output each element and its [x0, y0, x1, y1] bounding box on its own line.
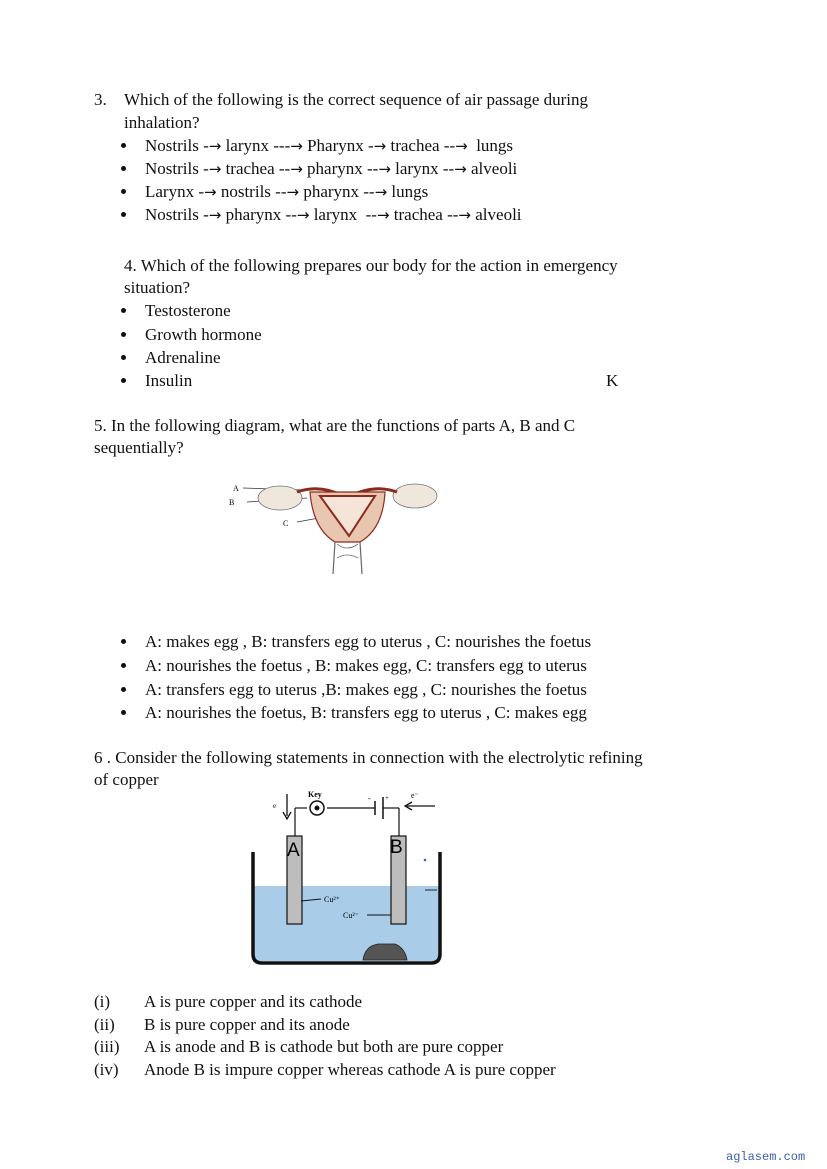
q6-question-line2: of copper — [94, 770, 159, 789]
bullet-icon — [121, 378, 126, 383]
q3-option-segment: larynx -- — [390, 159, 455, 178]
arrow-icon: → — [454, 160, 467, 178]
electrode-b-label: B — [390, 837, 403, 858]
q3-option-segment: Nostrils - — [145, 159, 209, 178]
svg-text:-: - — [368, 794, 371, 803]
q3-option-segment: pharynx -- — [221, 205, 297, 224]
q4-option: Growth hormone — [145, 325, 262, 344]
arrow-icon: → — [286, 183, 300, 201]
electrolysis-diagram — [245, 788, 450, 968]
q3-option — [145, 203, 522, 227]
bullet-icon — [121, 663, 126, 668]
q4-option: Insulin — [145, 371, 193, 390]
q3-option-segment: trachea -- — [221, 159, 291, 178]
bullet-icon — [121, 355, 126, 360]
q5-option: A: nourishes the foetus, B: transfers egg to uterus , C: makes egg — [145, 703, 587, 722]
statement-number: (iv) — [94, 1060, 119, 1079]
statement-number: (iii) — [94, 1037, 120, 1056]
q3-option — [145, 180, 428, 204]
bullet-icon — [121, 166, 126, 171]
q3-question-line2: inhalation? — [124, 113, 200, 132]
statement-text: Anode B is impure copper whereas cathode A is pure copper — [144, 1060, 556, 1079]
bullet-icon — [121, 212, 126, 217]
q3-question-line1: Which of the following is the correct sequence of air passage during — [124, 90, 589, 109]
q3-option — [145, 157, 517, 181]
q3-option-segment: Nostrils - — [145, 136, 209, 155]
q5-option: A: nourishes the foetus , B: makes egg, C: transfers egg to uterus — [145, 656, 587, 675]
q3-option-segment: trachea -- — [389, 205, 459, 224]
arrow-icon: → — [373, 137, 387, 155]
statement-text: A is anode and B is cathode but both are pure copper — [144, 1037, 504, 1056]
q3-option-segment: nostrils -- — [216, 182, 287, 201]
q3-option-segment: pharynx -- — [302, 159, 379, 178]
ion-label-1: Cu²⁺ — [324, 895, 340, 904]
q3-option-segment: lungs — [387, 182, 429, 201]
q3-option-segment: larynx -- — [309, 205, 377, 224]
bullet-icon — [121, 687, 126, 692]
key-label: Key — [308, 790, 322, 799]
q3-option-segment: Pharynx - — [302, 136, 374, 155]
uterus-diagram — [225, 474, 450, 584]
bullet-icon — [121, 308, 126, 313]
q4-option: Testosterone — [145, 301, 231, 320]
q4-question-line1: 4. Which of the following prepares our body for the action in emergency — [124, 256, 618, 275]
statement-text: A is pure copper and its cathode — [144, 992, 363, 1011]
footer-watermark: aglasem.com — [726, 1150, 806, 1164]
bullet-icon — [121, 189, 126, 194]
arrow-icon: → — [208, 206, 222, 224]
statement-number: (ii) — [94, 1015, 115, 1034]
arrow-icon: → — [204, 183, 217, 201]
electron-label-left: e — [273, 802, 277, 810]
q5-question-line1: 5. In the following diagram, what are the functions of parts A, B and C — [94, 416, 576, 435]
bullet-icon — [121, 710, 126, 715]
electrolyte-solution — [253, 886, 440, 961]
bullet-icon — [121, 332, 126, 337]
arrow-icon: → — [376, 206, 390, 224]
ion-label-2: Cu²⁻ — [343, 911, 359, 920]
arrow-icon: → — [374, 183, 388, 201]
q5-option: A: transfers egg to uterus ,B: makes egg , C: nourishes the foetus — [145, 680, 587, 699]
left-ovary — [258, 486, 302, 510]
arrow-icon: → — [296, 206, 310, 224]
arrow-icon: → — [290, 137, 303, 155]
svg-text:+: + — [385, 794, 389, 802]
q5-question-line2: sequentially? — [94, 438, 184, 457]
arrow-icon: → — [455, 137, 468, 155]
q3-option-segment: lungs — [467, 136, 514, 155]
q3-number: 3. — [94, 90, 107, 109]
arrow-icon: → — [378, 160, 391, 178]
q3-option — [145, 134, 513, 158]
arrow-icon: → — [208, 160, 222, 178]
diagram-label-b: B — [229, 498, 235, 507]
q3-option-segment: pharynx -- — [299, 182, 375, 201]
q3-option-segment: alveoli — [471, 205, 522, 224]
right-ovary — [393, 484, 437, 508]
q5-option: A: makes egg , B: transfers egg to uterus , C: nourishes the foetus — [145, 632, 592, 651]
diagram-label-c: C — [283, 519, 289, 528]
statement-text: B is pure copper and its anode — [144, 1015, 350, 1034]
bullet-icon — [121, 143, 126, 148]
stray-mark: K — [606, 371, 619, 390]
diagram-label-a: A — [233, 484, 239, 493]
arrow-icon: → — [458, 206, 471, 224]
arrow-icon: → — [208, 137, 222, 155]
electrode-a-label: A — [287, 840, 300, 861]
q3-option-segment: alveoli — [466, 159, 518, 178]
q4-option: Adrenaline — [145, 348, 221, 367]
q3-option-segment: Nostrils - — [145, 205, 209, 224]
q4-question-line2: situation? — [124, 278, 191, 297]
q3-option-segment: Larynx - — [145, 182, 205, 201]
q6-question-line1: 6 . Consider the following statements in connection with the electrolytic refining — [94, 748, 643, 767]
electron-label-right: e⁻ — [411, 791, 419, 800]
bullet-icon — [121, 639, 126, 644]
arrow-icon: → — [290, 160, 303, 178]
statement-number: (i) — [94, 992, 111, 1011]
q3-option-segment: trachea -- — [386, 136, 456, 155]
q3-option-segment: larynx --- — [221, 136, 291, 155]
